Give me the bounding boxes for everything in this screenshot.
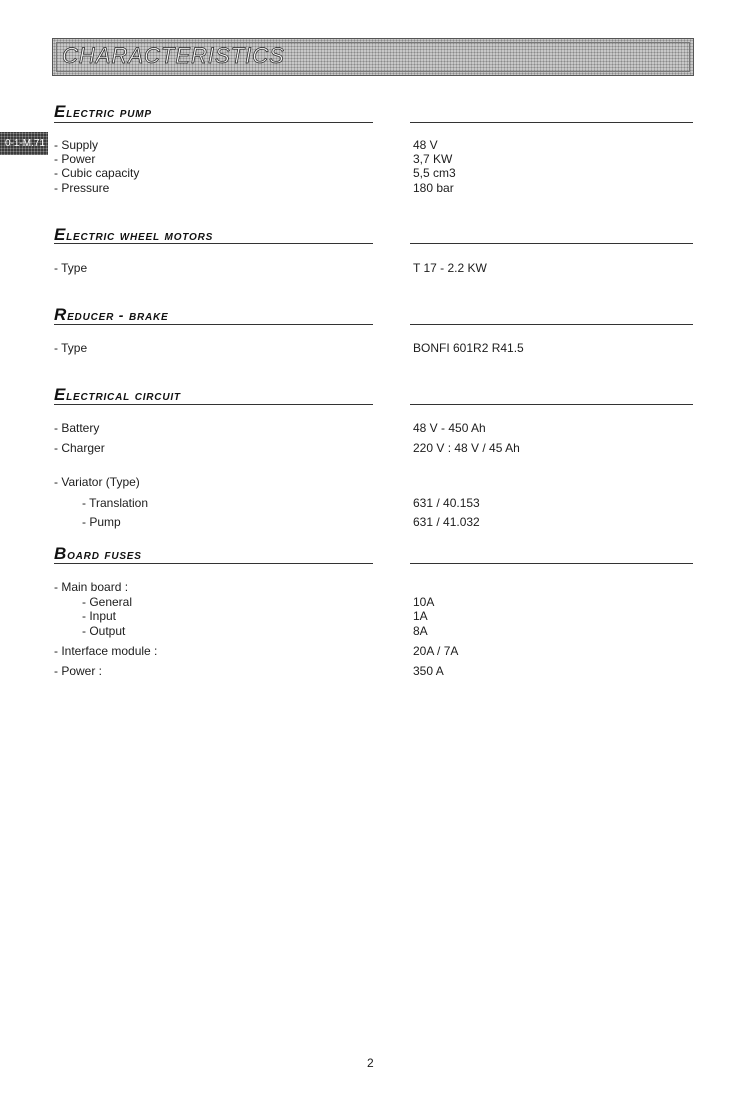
spec-sublabel: - Input bbox=[82, 609, 117, 623]
spec-label: - Interface module : bbox=[54, 644, 158, 658]
spec-value: 220 V : 48 V / 45 Ah bbox=[413, 441, 520, 455]
spec-sublabel: - Pump bbox=[82, 515, 121, 529]
spec-value: BONFI 601R2 R41.5 bbox=[413, 341, 524, 355]
spec-label: - Pressure bbox=[54, 181, 110, 195]
section-title-electric-pump: Electric pump bbox=[54, 102, 152, 121]
spec-label: - Power bbox=[54, 152, 96, 166]
page-title: CHARACTERISTICS bbox=[62, 43, 285, 68]
spec-value: T 17 - 2.2 KW bbox=[413, 261, 487, 275]
section-rule-left bbox=[54, 243, 373, 244]
section-rule-left bbox=[54, 122, 373, 123]
section-title-electric-wheel-motors: Electric wheel motors bbox=[54, 225, 214, 244]
section-title-reducer-brake: Reducer - brake bbox=[54, 305, 169, 324]
section-title-electrical-circuit: Electrical circuit bbox=[54, 385, 181, 404]
section-title-board-fuses: Board fuses bbox=[54, 544, 142, 563]
spec-label: - Main board : bbox=[54, 580, 129, 594]
spec-label: - Battery bbox=[54, 421, 100, 435]
section-rule-left bbox=[54, 324, 373, 325]
spec-label: - Type bbox=[54, 261, 88, 275]
spec-value: 48 V bbox=[413, 138, 438, 152]
spec-label: - Type bbox=[54, 341, 88, 355]
section-rule-right bbox=[410, 243, 693, 244]
spec-value: 5,5 cm3 bbox=[413, 166, 456, 180]
spec-label: - Variator (Type) bbox=[54, 475, 140, 489]
spec-label: - Supply bbox=[54, 138, 99, 152]
side-reference-tag: 0-1-M.71 bbox=[0, 132, 48, 155]
spec-value: 350 A bbox=[413, 664, 444, 678]
spec-value: 1A bbox=[413, 609, 428, 623]
spec-sublabel: - Translation bbox=[82, 496, 149, 510]
spec-label: - Cubic capacity bbox=[54, 166, 140, 180]
page-title-banner bbox=[52, 38, 694, 76]
spec-value: 631 / 41.032 bbox=[413, 515, 480, 529]
spec-sublabel: - General bbox=[82, 595, 133, 609]
spec-value: 20A / 7A bbox=[413, 644, 459, 658]
spec-value: 3,7 KW bbox=[413, 152, 453, 166]
spec-sublabel: - Output bbox=[82, 624, 126, 638]
section-rule-left bbox=[54, 404, 373, 405]
spec-value: 180 bar bbox=[413, 181, 454, 195]
spec-value: 631 / 40.153 bbox=[413, 496, 480, 510]
section-rule-right bbox=[410, 122, 693, 123]
page-number: 2 bbox=[367, 1056, 374, 1070]
section-rule-left bbox=[54, 563, 373, 564]
spec-value: 8A bbox=[413, 624, 428, 638]
section-rule-right bbox=[410, 404, 693, 405]
section-rule-right bbox=[410, 324, 693, 325]
section-rule-right bbox=[410, 563, 693, 564]
spec-value: 48 V - 450 Ah bbox=[413, 421, 486, 435]
spec-value: 10A bbox=[413, 595, 435, 609]
spec-label: - Power : bbox=[54, 664, 103, 678]
spec-label: - Charger bbox=[54, 441, 105, 455]
